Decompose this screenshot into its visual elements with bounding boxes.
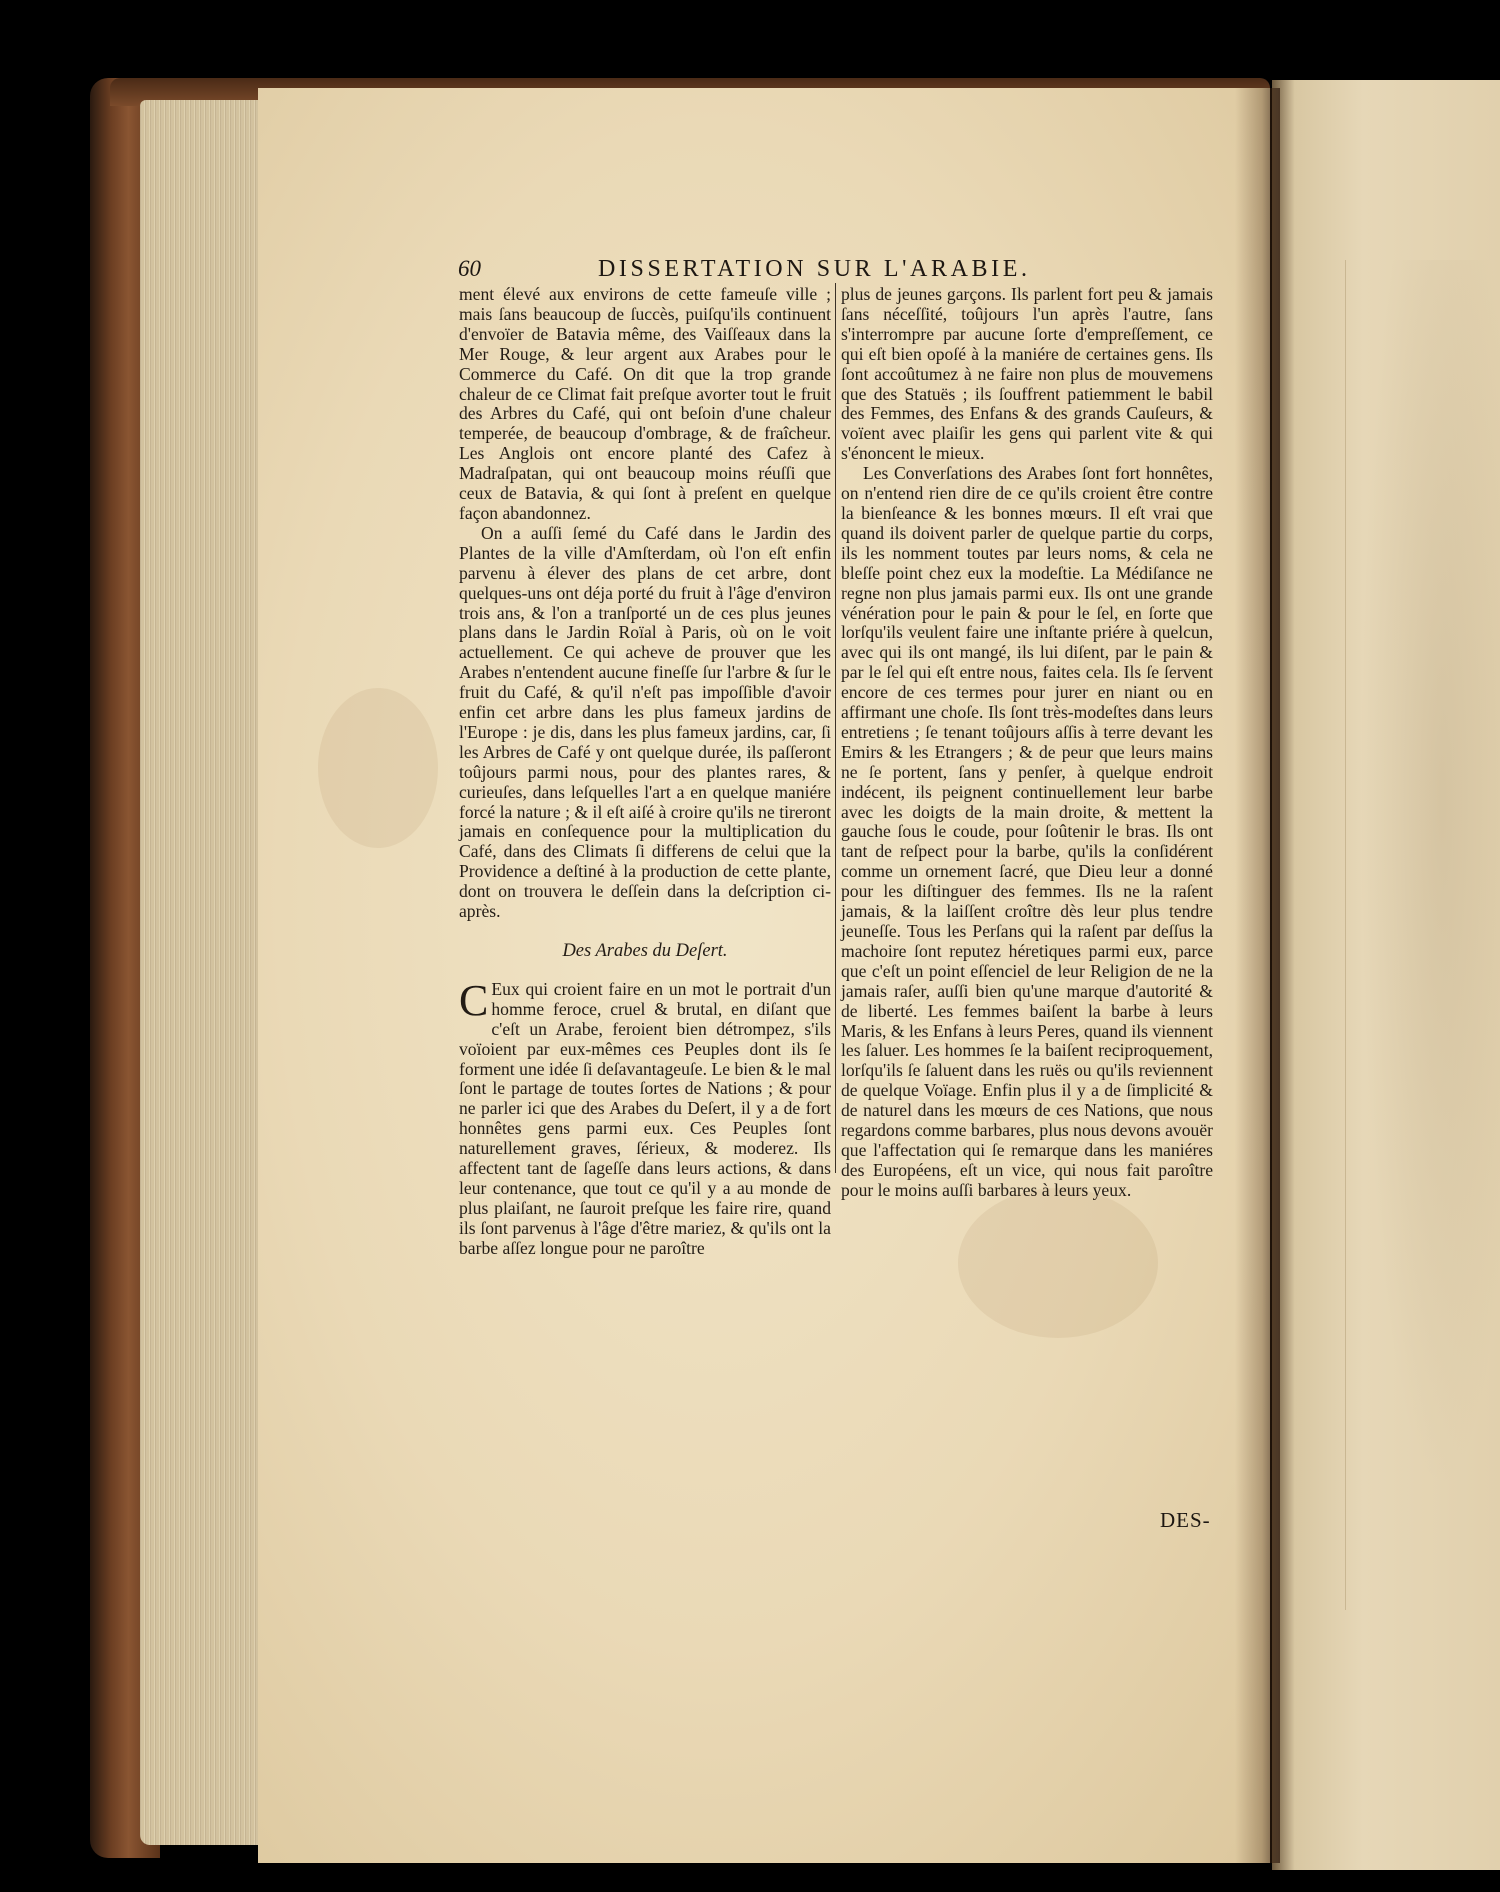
catchword: DES- <box>1160 1508 1211 1532</box>
page-gutter <box>1235 88 1280 1863</box>
paragraph-text: Eux qui croient faire en un mot le portrait d'un homme feroce, cruel & brutal, en diſant que c'eſt un Arabe, feroient bien détrompez, s'ils voïoient par eux-mêmes ces Peuples dont ils ſe forment une idée ſi deſavantageuſe. Le bien & le mal ſont le partage de toutes ſortes de Nations ; & pour ne parler ici que des Arabes du Deſert, il y a de fort honnêtes gens parmi eux. Ces Peuples ſont naturellement graves, ſérieux, & moderez. Ils affectent tant de ſageſſe dans leurs actions, & dans leur contenance, que tout ce qu'il y a au monde de plus plaiſant, ne ſauroit preſque les faire rire, quand ils ſont parvenus à l'âge d'être mariez, & qu'ils ont la barbe aſſez longue pour ne paroître <box>459 978 831 1258</box>
paragraph: Les Converſations des Arabes ſont fort honnêtes, on n'entend rien dire de ce qu'ils croient être contre la bienſeance & les bonnes mœurs. Il eſt vrai que quand ils doivent parler de quelque partie du corps, ils les nomment toutes par leurs noms, & cela ne bleſſe point chez eux la modeſtie. La Médiſance ne regne non plus jamais parmi eux. Ils ont une grande vénération pour le pain & pour le ſel, en ſorte que lorſqu'ils veulent faire une inſtante priére à quelcun, avec qui ils ont mangé, ils lui diſent, par le pain & par le ſel qui eſt entre nous, faites cela. Ils ſe ſervent encore de ces termes pour jurer en niant ou en affirmant une choſe. Ils ſont très-modeſtes dans leurs entretiens ; ſe tenant toûjours aſſis à terre devant les Emirs & les Etrangers ; & de peur que leurs mains ne ſe portent, ſans y penſer, à quelque endroit indécent, ils peignent continuellement leur barbe avec les doigts de la main droite, & mettent la gauche ſous le coude, pour ſoûtenir le bras. Ils ont tant de reſpect pour la barbe, qu'ils la conſidérent comme un ornement ſacré, que Dieu leur a donné pour les diſtinguer des femmes. Ils ne la raſent jamais, & la laiſſent croître dès leur plus tendre jeuneſſe. Tous les Perſans qui la raſent par deſſus la machoire ſont reputez héretiques parmi eux, parce que c'eſt un point eſſenciel de leur Religion de ne la jamais raſer, auſſi bien qu'une marque d'autorité & de liberté. Les femmes baiſent la barbe à leurs Maris, & les Enfans à leurs Peres, quand ils viennent les ſaluer. Les hommes ſe la baiſent reciproquement, lorſqu'ils ſe ſaluent dans les ruës ou qu'ils reviennent de quelque Voïage. Enfin plus il y a de ſimplicité & de naturel dans les mœurs de ces Nations, que nous regardons comme barbares, plus nous devons avouër que l'affectation qui ſe remarque dans les maniéres des Européens, eſt un vice, qui nous fait paroître pour le moins auſſi barbares à leurs yeux. <box>841 463 1213 1200</box>
facing-plate-engraving <box>1345 260 1500 1610</box>
text-column-left <box>459 285 831 1259</box>
page-header <box>458 256 1078 286</box>
column-rule <box>835 283 836 1173</box>
paragraph: ment élevé aux environs de cette fameuſe ville ; mais ſans beaucoup de ſuccès, puiſqu'ils continuent d'envoïer de Batavia même, des Vaiſſeaux dans la Mer Rouge, & leur argent aux Arabes pour le Commerce du Café. On dit que la trop grande chaleur de ce Climat fait preſque avorter tout le fruit des Arbres du Café, qui ont beſoin d'une chaleur temperée, de beaucoup d'ombrage, & de fraîcheur. Les Anglois ont encore planté des Cafez à Madraſpatan, qui ont beaucoup moins réuſſi que ceux de Batavia, & qui ſont à preſent en quelque façon abandonnez. <box>459 284 831 523</box>
paragraph: plus de jeunes garçons. Ils parlent fort peu & jamais ſans néceſſité, toûjours l'un après l'autre, ſans s'interrompre par aucune ſorte d'empreſſement, ce qui eſt bien opoſé à la maniére de certaines gens. Ils ſont accoûtumez à ne faire non plus de mouvemens que des Statuës ; ils ſouffrent patiemment le babil des Femmes, des Enfans & des grands Cauſeurs, & voïent avec plaiſir les gens qui parlent vite & qui s'énoncent le mieux. <box>841 284 1213 464</box>
drop-cap: C <box>459 975 489 1025</box>
page-edges <box>140 100 262 1845</box>
paper-stain <box>318 688 438 848</box>
paper-stain <box>958 1188 1158 1338</box>
paragraph: On a auſſi ſemé du Café dans le Jardin des Plantes de la ville d'Amſterdam, où l'on eſt enfin parvenu à élever des plans de cet arbre, dont quelques-uns ont déja porté du fruit à l'âge d'environ trois ans, & l'on a tranſporté un de ces plus jeunes plans dans le Jardin Roïal à Paris, où on le voit actuellement. Ce qui acheve de prouver que les Arabes n'entendent aucune fineſſe ſur l'arbre & ſur le fruit du Café, & qu'il n'eſt pas impoſſible d'avoir enfin cet arbre dans les plus fameux jardins de l'Europe : je dis, dans les plus fameux jardins, car, ſi les Arbres de Café y ont quelque durée, ils paſſeront toûjours parmi nous, pour des plantes rares, & curieuſes, dans leſquelles l'art a en quelque maniére forcé la nature ; & il eſt aiſé à croire qu'ils ne tireront jamais en conſequence pour la multiplication du Café, dans des Climats ſi differens de celui que la Providence a deſtiné à la production de cette plante, dont on trouvera le deſſein dans la deſcription ci-après. <box>459 522 831 922</box>
section-heading: Des Arabes du Deſert. <box>562 941 728 961</box>
page-number: 60 <box>458 256 481 281</box>
paragraph-with-dropcap <box>459 975 831 1259</box>
running-title: DISSERTATION SUR L'ARABIE. <box>598 256 1031 282</box>
text-column-right <box>841 285 1213 1201</box>
